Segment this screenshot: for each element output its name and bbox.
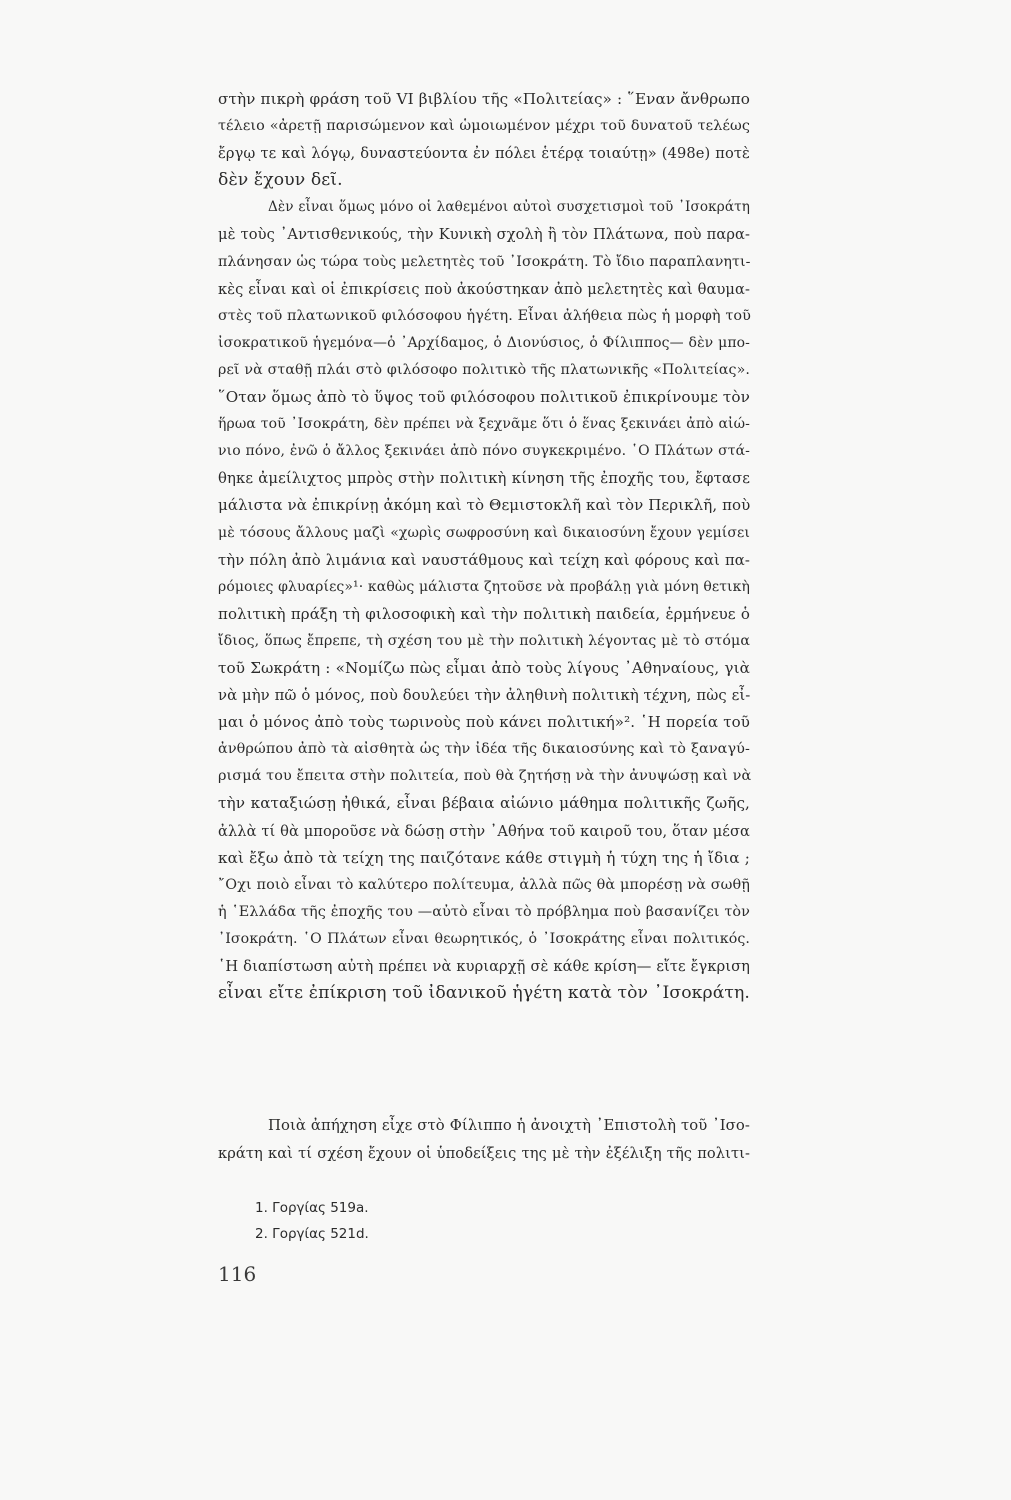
paragraph-1 [218,86,750,194]
text-line: ρόμοιες φλυαρίες»¹· καθὼς μάλιστα ζητοῦσε νὰ προβάλῃ γιὰ μόνη θετικὴ [218,578,750,595]
text-line [218,1061,750,1088]
text-line: τὴν πόλη ἀπὸ λιμάνια καὶ ναυστάθμους καὶ τείχη καὶ φόρους καὶ πα- [218,551,750,569]
text-line: πλάνησαν ὡς τώρα τοὺς μελετητὲς τοῦ ᾿Ισοκράτη. Τὸ ἴδιο παραπλανητι- [218,253,751,270]
text-line: πολιτικὴ πράξη τὴ φιλοσοφικὴ καὶ τὴν πολιτικὴ παιδεία, ἑρμήνευε ὁ [218,604,750,623]
text-line: ῞Οταν ὅμως ἀπὸ τὸ ὕψος τοῦ φιλόσοφου πολιτικοῦ ἐπικρίνουμε τὸν [218,388,750,407]
text-line: ἴδιος, ὅπως ἔπρεπε, τὴ σχέση του μὲ τὴν πολιτικὴ λέγοντας μὲ τὸ στόμα [218,632,750,649]
text-line: τοῦ Σωκράτη : «Νομίζω πὼς εἶμαι ἀπὸ τοὺς λίγους ᾿Αθηναίους, γιὰ [218,658,750,677]
text-line: νὰ μὴν πῶ ὁ μόνος, ποὺ δουλεύει τὴν ἀληθινὴ πολιτικὴ τέχνη, πὼς εἶ- [218,687,751,705]
text-line: καὶ ἔξω ἀπὸ τὰ τείχη της παιζότανε κάθε στιγμὴ ἡ τύχη της ἡ ἴδια ; [218,848,750,867]
text-line: ἔργῳ τε καὶ λόγῳ, δυναστεύοντα ἐν πόλει ἑτέρᾳ τοιαύτῃ» (498e) ποτὲ [218,145,750,163]
text-line: θηκε ἀμείλιχτος μπρὸς στὴν πολιτικὴ κίνηση τῆς ἐποχῆς του, ἔφτασε [218,470,750,488]
text-line [218,1007,750,1034]
footnotes [255,1195,369,1247]
page-number: 116 [218,1262,257,1286]
text-line: στὴν πικρὴ φράση τοῦ VI βιβλίου τῆς «Πολιτείας» : ῞Εναν ἄνθρωπο [218,90,750,108]
text-line: μάλιστα νὰ ἐπικρίνῃ ἀκόμη καὶ τὸ Θεμιστοκλῆ καὶ τὸν Περικλῆ, ποὺ [218,496,751,515]
text-line: μὲ τόσους ἄλλους μαζὶ «χωρὶς σωφροσύνη καὶ δικαιοσύνη ἔχουν γεμίσει [218,524,750,541]
text-line: ἥρωα τοῦ ᾿Ισοκράτη, δὲν πρέπει νὰ ξεχνᾶμε ὅτι ὁ ἕνας ξεκινάει ἀπὸ αἰώ- [218,416,750,433]
text-line: ἰσοκρατικοῦ ἡγεμόνα—ὁ ᾿Αρχίδαμος, ὁ Διονύσιος, ὁ Φίλιππος— δὲν μπο- [218,334,750,351]
text-line: ῎Οχι ποιὸ εἶναι τὸ καλύτερο πολίτευμα, ἀλλὰ πῶς θὰ μπορέσῃ νὰ σωθῇ [218,876,750,893]
text-line [218,1034,750,1061]
text-line: κράτη καὶ τί σχέση ἔχουν οἱ ὑποδείξεις της μὲ τὴν ἐξέλιξη τῆς πολιτι- [218,1144,750,1162]
text-line: ᾿Ισοκράτη. ῾Ο Πλάτων εἶναι θεωρητικός, ὁ ᾿Ισοκράτης εἶναι πολιτικός. [218,930,750,947]
text-line: τὴν καταξιώσῃ ἠθικά, εἶναι βέβαια αἰώνιο μάθημα πολιτικῆς ζωῆς, [218,794,750,813]
text-line: ρεῖ νὰ σταθῇ πλάι στὸ φιλόσοφο πολιτικὸ τῆς πλατωνικῆς «Πολιτείας». [218,361,750,378]
text-line: ἀλλὰ τί θὰ μποροῦσε νὰ δώσῃ στὴν ᾿Αθήνα τοῦ καιροῦ του, ὅταν μέσα [218,822,750,840]
paragraph-3 [218,1112,750,1166]
text-line: ἀνθρώπου ἀπὸ τὰ αἰσθητὰ ὡς τὴν ἰδέα τῆς δικαιοσύνης καὶ τὸ ξαναγύ- [218,741,750,758]
text-line: τέλειο «ἀρετῇ παρισώμενον καὶ ὡμοιωμένον μέχρι τοῦ δυνατοῦ τελέως [218,118,750,135]
text-line: ἡ ῾Ελλάδα τῆς ἐποχῆς του —αὐτὸ εἶναι τὸ πρόβλημα ποὺ βασανίζει τὸν [218,903,750,920]
text-line: κὲς εἶναι καὶ οἱ ἐπικρίσεις ποὺ ἀκούστηκαν ἀπὸ μελετητὲς καὶ θαυμα- [218,280,750,298]
paragraph-2 [218,194,750,1088]
text-line: δὲν ἔχουν δεῖ. [218,170,343,191]
text-line: μὲ τοὺς ᾿Αντισθενικούς, τὴν Κυνικὴ σχολὴ ἢ τὸν Πλάτωνα, ποὺ παρα- [218,226,750,244]
footnote-1: 1. Γοργίας 519a. [255,1200,369,1216]
text-line: ρισμά του ἔπειτα στὴν πολιτεία, ποὺ θὰ ζητήσῃ νὰ τὴν ἀνυψώσῃ καὶ νὰ [218,768,752,785]
text-line: ῾Η διαπίστωση αὐτὴ πρέπει νὰ κυριαρχῇ σὲ κάθε κρίση— εἴτε ἔγκριση [218,958,750,975]
paragraph-gap [218,1088,750,1112]
text-line: Δὲν εἶναι ὅμως μόνο οἱ λαθεμένοι αὐτοὶ συσχετισμοὶ τοῦ ᾿Ισοκράτη [268,199,750,216]
text-line: εἶναι εἴτε ἐπίκριση τοῦ ἰδανικοῦ ἡγέτη κατὰ τὸν ᾿Ισοκράτη. [218,983,750,1004]
text-line: Ποιὰ ἀπήχηση εἶχε στὸ Φίλιππο ἡ ἀνοιχτὴ ᾿Επιστολὴ τοῦ ᾿Ισο- [268,1117,750,1135]
text-line: νιο πόνο, ἐνῶ ὁ ἄλλος ξεκινάει ἀπὸ πόνο συγκεκριμένο. ῾Ο Πλάτων στά- [218,443,750,460]
text-line: μαι ὁ μόνος ἀπὸ τοὺς τωρινοὺς ποὺ κάνει πολιτική»². ῾Η πορεία τοῦ [218,713,750,732]
text-line: στὲς τοῦ πλατωνικοῦ φιλόσοφου ἡγέτη. Εἶναι ἀλήθεια πὼς ἡ μορφὴ τοῦ [218,307,752,324]
footnote-2: 2. Γοργίας 521d. [255,1226,369,1242]
main-text [218,86,750,1167]
